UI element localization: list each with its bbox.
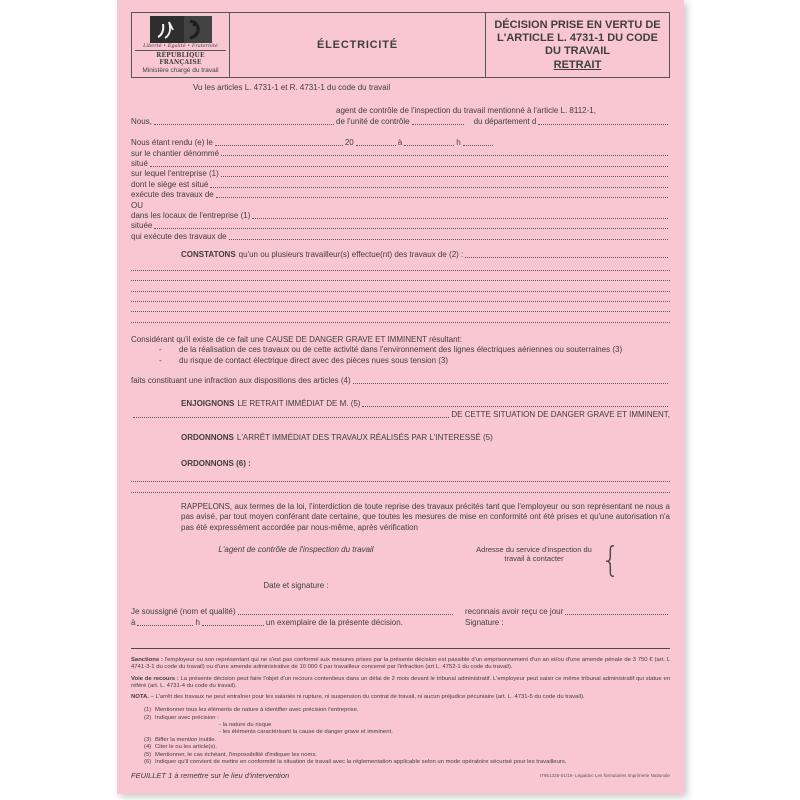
note-item xyxy=(131,737,670,744)
signature-block xyxy=(131,539,670,592)
constat-writein-line xyxy=(131,292,670,302)
situee-line xyxy=(131,221,670,231)
enjoignons-suite-text: DE CETTE SITUATION DE DANGER GRAVE ET IMMINENT, xyxy=(451,409,670,419)
reconnais-line xyxy=(465,607,670,617)
signature-line xyxy=(465,618,670,628)
qui-execute-blank xyxy=(229,239,668,240)
note-number: (5) xyxy=(144,751,152,758)
form-sheet xyxy=(117,0,684,794)
form-header xyxy=(131,12,670,78)
entreprise-label: sur lequel l'entreprise (1) xyxy=(131,169,219,179)
execute-line xyxy=(131,190,670,200)
legal-smallprint-block xyxy=(131,648,670,766)
ordonnons-text: L'ARRÊT IMMÉDIAT DES TRAVAUX RÉALISÉS PAR L'INTERESSÉ (5) xyxy=(236,433,493,443)
locaux-label: dans les locaux de l'entreprise (1) xyxy=(131,210,251,220)
note-item xyxy=(131,744,670,751)
decision-title-box xyxy=(485,13,669,77)
considerant-intro xyxy=(131,335,670,345)
departement-blank xyxy=(538,124,668,125)
recours-text: La présente décision peut faire l'objet d'un recours contentieux dans un délai de 2 mois devant le tribunal administratif. L'employeur peut saisir ce même tribunal administratif qui statue en référé (art. L. 4731-4 du code du travail). xyxy=(131,675,670,689)
note-item xyxy=(131,707,670,714)
nous-line xyxy=(131,106,336,127)
year-prefix: 20 xyxy=(344,138,354,148)
receipt-hour-label: h xyxy=(195,617,200,627)
sanctions-label: Sanctions : xyxy=(131,657,163,664)
logo-block xyxy=(132,13,230,77)
chantier-line xyxy=(131,149,670,159)
unite-blank xyxy=(412,124,464,125)
form-category-title: ÉLECTRICITÉ xyxy=(317,38,398,51)
chantier-label: sur le chantier dénommé xyxy=(131,148,220,158)
ordonnons-writein-line xyxy=(131,472,670,482)
constat-writein-line xyxy=(131,260,670,270)
sanctions-text: l'employeur ou son représentant qui ne s'est pas conformé aux mesures prises par la présente décision est passible d'un emprisonnement d'un an et/ou d'une amende pénale de 3 750 € (art. L 4741-3-1 du code du travail) ou d'une amende administrative de 10 000 € par travailleur concerné par l'infraction (art L. 4752-1 du code du travail). xyxy=(131,657,670,671)
considerant-item-2-text: du risque de contact électrique direct avec des pièces nues sous tension (3) xyxy=(179,355,449,365)
constatons-keyword: CONSTATONS xyxy=(181,250,236,260)
enjoignons-blank xyxy=(362,406,668,407)
recours-paragraph xyxy=(131,676,670,690)
nota-label: NOTA. xyxy=(131,693,149,700)
time-blank xyxy=(404,145,454,146)
situe-blank xyxy=(150,166,668,167)
nota-paragraph xyxy=(131,694,670,701)
entreprise-line xyxy=(131,169,670,179)
note-number: (2) xyxy=(144,714,152,721)
print-reference: IT951325-01/19- Légaldoc Les formulaires Imprimerie Nationale xyxy=(539,772,670,778)
ordonnons-2-keyword: ORDONNONS (6) : xyxy=(181,458,251,468)
siege-line xyxy=(131,180,670,190)
nous-blank xyxy=(154,124,334,125)
note-sub-item: - les éléments caractérisant la cause de danger grave et imminent. xyxy=(219,729,393,736)
enjoignons-block xyxy=(131,399,670,420)
hour-label: h xyxy=(456,138,461,148)
enjoignons-text: LE RETRAIT IMMÉDIAT DE M. (5) xyxy=(237,399,361,409)
note-number: (3) xyxy=(144,736,152,743)
considerant-item-1 xyxy=(131,345,670,355)
rendu-line xyxy=(131,138,670,148)
note-item xyxy=(131,752,670,759)
exemplaire-line xyxy=(131,618,455,628)
considerant-item-2 xyxy=(131,356,670,366)
logo-ministry: Ministère chargé du travail xyxy=(142,67,219,74)
receipt-block xyxy=(131,607,670,628)
sheet-footer xyxy=(131,771,670,781)
considerant-block xyxy=(131,335,670,387)
chantier-blank xyxy=(221,155,668,156)
considerant-item-1-text: de la réalisation de ces travaux ou de cette activité dans l'environnement des lignes électriques aériennes ou souterraines (3) xyxy=(179,345,623,355)
enjoignons-keyword: ENJOIGNONS xyxy=(181,399,235,409)
nota-text: – L'arrêt des travaux ne peut entraîner pour les salariés ni rupture, ni suspension du contrat de travail, ni aucun préjudice pécuniaire (art. L. 4731-5 du code du travail). xyxy=(150,693,585,700)
receipt-at-label: à xyxy=(131,617,136,627)
note-text: Mentionner, le cas échéant, l'impossibilité d'indiquer les noms. xyxy=(155,751,318,758)
rendu-date-blank xyxy=(215,145,343,146)
constat-writein-line xyxy=(131,302,670,312)
rendu-label: Nous étant rendu (e) le xyxy=(131,138,213,148)
sanctions-paragraph xyxy=(131,657,670,671)
signature-label: Signature : xyxy=(465,617,504,627)
constatons-line xyxy=(181,250,670,260)
receipt-time-blank xyxy=(137,625,193,626)
year-blank xyxy=(356,145,396,146)
logo-motto: Liberté • Égalité • Fraternité xyxy=(135,43,226,51)
note-text: Biffer la mention inutile. xyxy=(155,736,217,743)
note-text: Indiquer avec précision : xyxy=(155,714,219,721)
execute-label: exécute des travaux de xyxy=(131,190,214,200)
vu-articles-line: Vu les articles L. 4731-1 et R. 4731-1 du code du travail xyxy=(193,83,391,92)
agent-line xyxy=(336,106,670,116)
siege-blank xyxy=(210,187,668,188)
note-sub-item: - la nature du risque xyxy=(219,721,272,728)
recours-label: Voie de recours : xyxy=(131,675,179,682)
reconnais-blank xyxy=(565,614,668,615)
faits-blank xyxy=(353,383,668,384)
note-text: Indiquer qu'il convient de mettre en conformité la situation de travail avec la réglementation applicable selon un mode opératoire sécurisé pour les travailleurs. xyxy=(155,759,567,765)
departement-label: du département d xyxy=(473,116,537,126)
republique-francaise-logo xyxy=(150,16,212,43)
ordonnons-line-2 xyxy=(181,459,670,469)
qui-execute-line xyxy=(131,232,670,242)
receipt-right-column xyxy=(465,607,670,628)
situee-label: située xyxy=(131,221,153,231)
decision-subtitle: RETRAIT xyxy=(553,58,602,71)
situe-line xyxy=(131,159,670,169)
note-item xyxy=(131,759,670,766)
note-number: (1) xyxy=(144,707,152,714)
note-text: Mentionner tous les éléments de nature à identifier avec précision l'entreprise. xyxy=(155,707,359,714)
ordonnons-block-2 xyxy=(131,459,670,493)
enjoignons-blank-2 xyxy=(133,417,449,418)
date-signature-label: Date et signature : xyxy=(263,580,329,590)
ordonnons-writein-line xyxy=(131,482,670,492)
inspection-address-note: Adresse du service d'inspection du travail à contacter xyxy=(476,544,592,563)
note-item xyxy=(131,715,670,722)
agent-signature-column xyxy=(131,545,461,592)
siege-label: dont le siège est situé xyxy=(131,179,209,189)
receipt-minutes-blank xyxy=(202,625,264,626)
ou-label: OU xyxy=(131,200,143,210)
note-text: Citer le ou les article(s). xyxy=(155,744,217,751)
enjoignons-line-2 xyxy=(131,410,670,420)
soussigne-label: Je soussigné (nom et qualité) xyxy=(131,607,236,617)
constatons-blank xyxy=(465,257,668,258)
unite-line xyxy=(336,117,670,127)
note-number: (4) xyxy=(144,744,152,751)
agent-label: agent de contrôle de l'inspection du travail mentionné à l'article L. 8112-1, xyxy=(336,106,596,116)
agent-block xyxy=(336,106,670,127)
situe-label: situé xyxy=(131,158,148,168)
locaux-line xyxy=(131,211,670,221)
soussigne-blank xyxy=(238,614,454,615)
faits-label: faits constituant une infraction aux dispositions des articles (4) xyxy=(131,376,351,386)
exemplaire-label: un exemplaire de la présente décision. xyxy=(265,617,403,627)
dash-bullet: - xyxy=(159,355,162,365)
enjoignons-line-1 xyxy=(181,399,670,409)
agent-title: L'agent de contrôle de l'inspection du travail xyxy=(218,544,374,554)
reconnais-label: reconnais avoir reçu ce jour xyxy=(465,607,564,617)
receipt-left-column xyxy=(131,607,455,628)
numbered-notes-list xyxy=(131,707,670,766)
constat-writein-line xyxy=(131,312,670,322)
unite-label: de l'unité de contrôle xyxy=(336,116,410,126)
situee-blank xyxy=(154,228,668,229)
constat-writein-line xyxy=(131,271,670,281)
at-label: à xyxy=(397,138,403,148)
locaux-blank xyxy=(252,218,668,219)
entreprise-blank xyxy=(221,176,668,177)
dash-bullet: - xyxy=(159,345,162,355)
considerant-intro-text: Considérant qu'il existe de ce fait une CAUSE DE DANGER GRAVE ET IMMINENT résultant: xyxy=(131,334,462,344)
ou-line xyxy=(131,201,670,211)
decision-title: DÉCISION PRISE EN VERTU DE L'ARTICLE L. 4731-1 DU CODE DU TRAVAIL xyxy=(494,18,661,57)
constatons-text: qu'un ou plusieurs travailleur(s) effectue(nt) des travaux de (2) : xyxy=(238,250,464,260)
note-number: (6) xyxy=(144,759,152,765)
visit-block xyxy=(131,138,670,242)
minutes-blank xyxy=(463,145,493,146)
constat-writein-line xyxy=(131,281,670,291)
execute-blank xyxy=(216,197,668,198)
qui-execute-label: qui exécute des travaux de xyxy=(131,231,227,241)
ordonnons-line-1 xyxy=(181,433,670,443)
logo-republic: RÉPUBLIQUE FRANÇAISE xyxy=(156,52,205,66)
feuillet-label: FEUILLET 1 à remettre sur le lieu d'intervention xyxy=(131,770,290,780)
ordonnons-keyword: ORDONNONS xyxy=(181,433,234,443)
brace-icon: { xyxy=(601,539,621,581)
nous-label: Nous, xyxy=(131,116,152,126)
preamble-block xyxy=(131,106,670,127)
constat-block xyxy=(131,250,670,323)
faits-line xyxy=(131,376,670,386)
rappelons-paragraph: RAPPELONS, aux termes de la loi, l'interdiction de toute reprise des travaux précités tant que l'employeur ou son représentant ne nous a pas avisé, par tout moyen conférant date certaine, que toutes les mesures de mise en conformité ont été prises et qu'une autorisation n'a pas été expressément accordée par nous-même, après vérification xyxy=(181,501,670,532)
soussigne-line xyxy=(131,607,455,617)
